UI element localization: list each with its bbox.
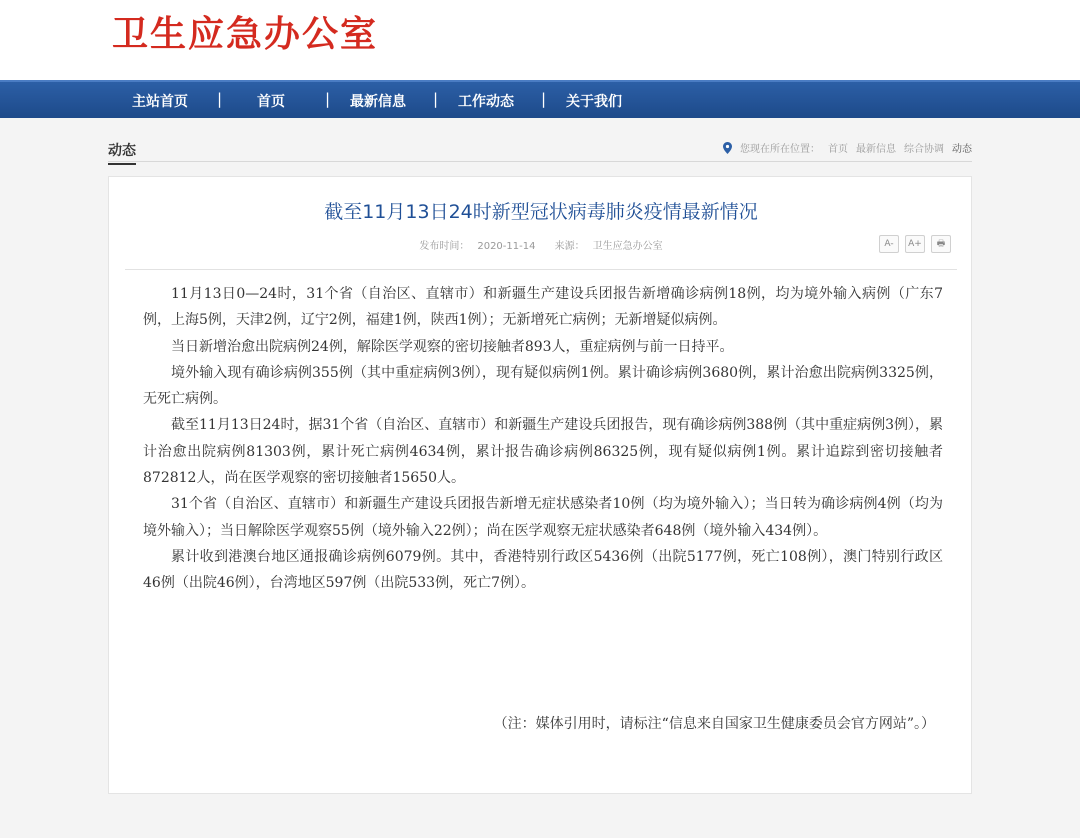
article-card — [108, 176, 972, 794]
site-header — [0, 0, 1080, 80]
article-source: 卫生应急办公室 — [592, 241, 663, 252]
breadcrumb-home[interactable]: 首页 — [828, 144, 848, 155]
location-pin-icon — [723, 142, 732, 154]
site-title: 卫生应急办公室 — [112, 14, 379, 55]
breadcrumb — [723, 140, 972, 155]
nav-home[interactable]: 首页 — [257, 94, 285, 110]
breadcrumb-coordination[interactable]: 综合协调 — [904, 144, 944, 155]
section-bar — [108, 136, 972, 162]
paragraph: 累计收到港澳台地区通报确诊病例6079例。其中，香港特别行政区5436例（出院5177例，死亡108例），澳门特别行政区46例（出院46例），台湾地区597例（出院533例，死亡7例）。 — [143, 548, 943, 592]
font-increase-button[interactable]: A+ — [905, 235, 925, 253]
paragraph: 11月13日0—24时，31个省（自治区、直辖市）和新疆生产建设兵团报告新增确诊病例18例，均为境外输入病例（广东7例，上海5例，天津2例，辽宁2例，福建1例，陕西1例）；无新增死亡病例；无新增疑似病例。 — [143, 286, 943, 329]
nav-about-us[interactable]: 关于我们 — [566, 94, 622, 110]
breadcrumb-latest-info[interactable]: 最新信息 — [856, 144, 896, 155]
nav-separator: | — [325, 90, 331, 108]
article-meta — [109, 237, 973, 252]
breadcrumb-current: 动态 — [952, 144, 972, 155]
nav-latest-info[interactable]: 最新信息 — [350, 94, 406, 110]
nav-separator: | — [217, 90, 223, 108]
publish-label: 发布时间： — [419, 241, 470, 252]
source-label: 来源： — [554, 241, 585, 252]
article-body — [143, 281, 943, 597]
paragraph: 境外输入现有确诊病例355例（其中重症病例3例），现有疑似病例1例。累计确诊病例3680例，累计治愈出院病例3325例，无死亡病例。 — [143, 364, 943, 408]
paragraph: 截至11月13日24时，据31个省（自治区、直辖市）和新疆生产建设兵团报告，现有确诊病例388例（其中重症病例3例），累计治愈出院病例81303例，累计死亡病例4634例，累计报告确诊病例86325例，现有疑似病例1例。累计追踪到密切接触者872812人，尚在医学观察的密切接触者15650人。 — [143, 417, 943, 487]
media-citation-note: （注：媒体引用时，请标注“信息来自国家卫生健康委员会官方网站”。） — [493, 716, 935, 732]
nav-separator: | — [541, 90, 547, 108]
paragraph: 当日新增治愈出院病例24例，解除医学观察的密切接触者893人，重症病例与前一日持平。 — [171, 338, 734, 355]
article-tools — [879, 235, 951, 253]
breadcrumb-prefix: 您现在所在位置： — [740, 144, 820, 155]
font-decrease-button[interactable]: A- — [879, 235, 899, 253]
print-icon[interactable]: 🖶 — [931, 235, 951, 253]
article-title: 截至11月13日24时新型冠状病毒肺炎疫情最新情况 — [324, 201, 758, 223]
nav-work-updates[interactable]: 工作动态 — [458, 94, 514, 110]
divider — [125, 269, 957, 270]
section-label: 动态 — [108, 140, 136, 165]
nav-home-portal[interactable]: 主站首页 — [132, 94, 188, 110]
nav-separator: | — [433, 90, 439, 108]
publish-date: 2020-11-14 — [477, 241, 536, 252]
paragraph: 31个省（自治区、直辖市）和新疆生产建设兵团报告新增无症状感染者10例（均为境外输入）；当日转为确诊病例4例（均为境外输入）；当日解除医学观察55例（境外输入22例）；尚在医学观察无症状感染者648例（境外输入434例）。 — [143, 496, 943, 539]
main-nav — [0, 80, 1080, 118]
